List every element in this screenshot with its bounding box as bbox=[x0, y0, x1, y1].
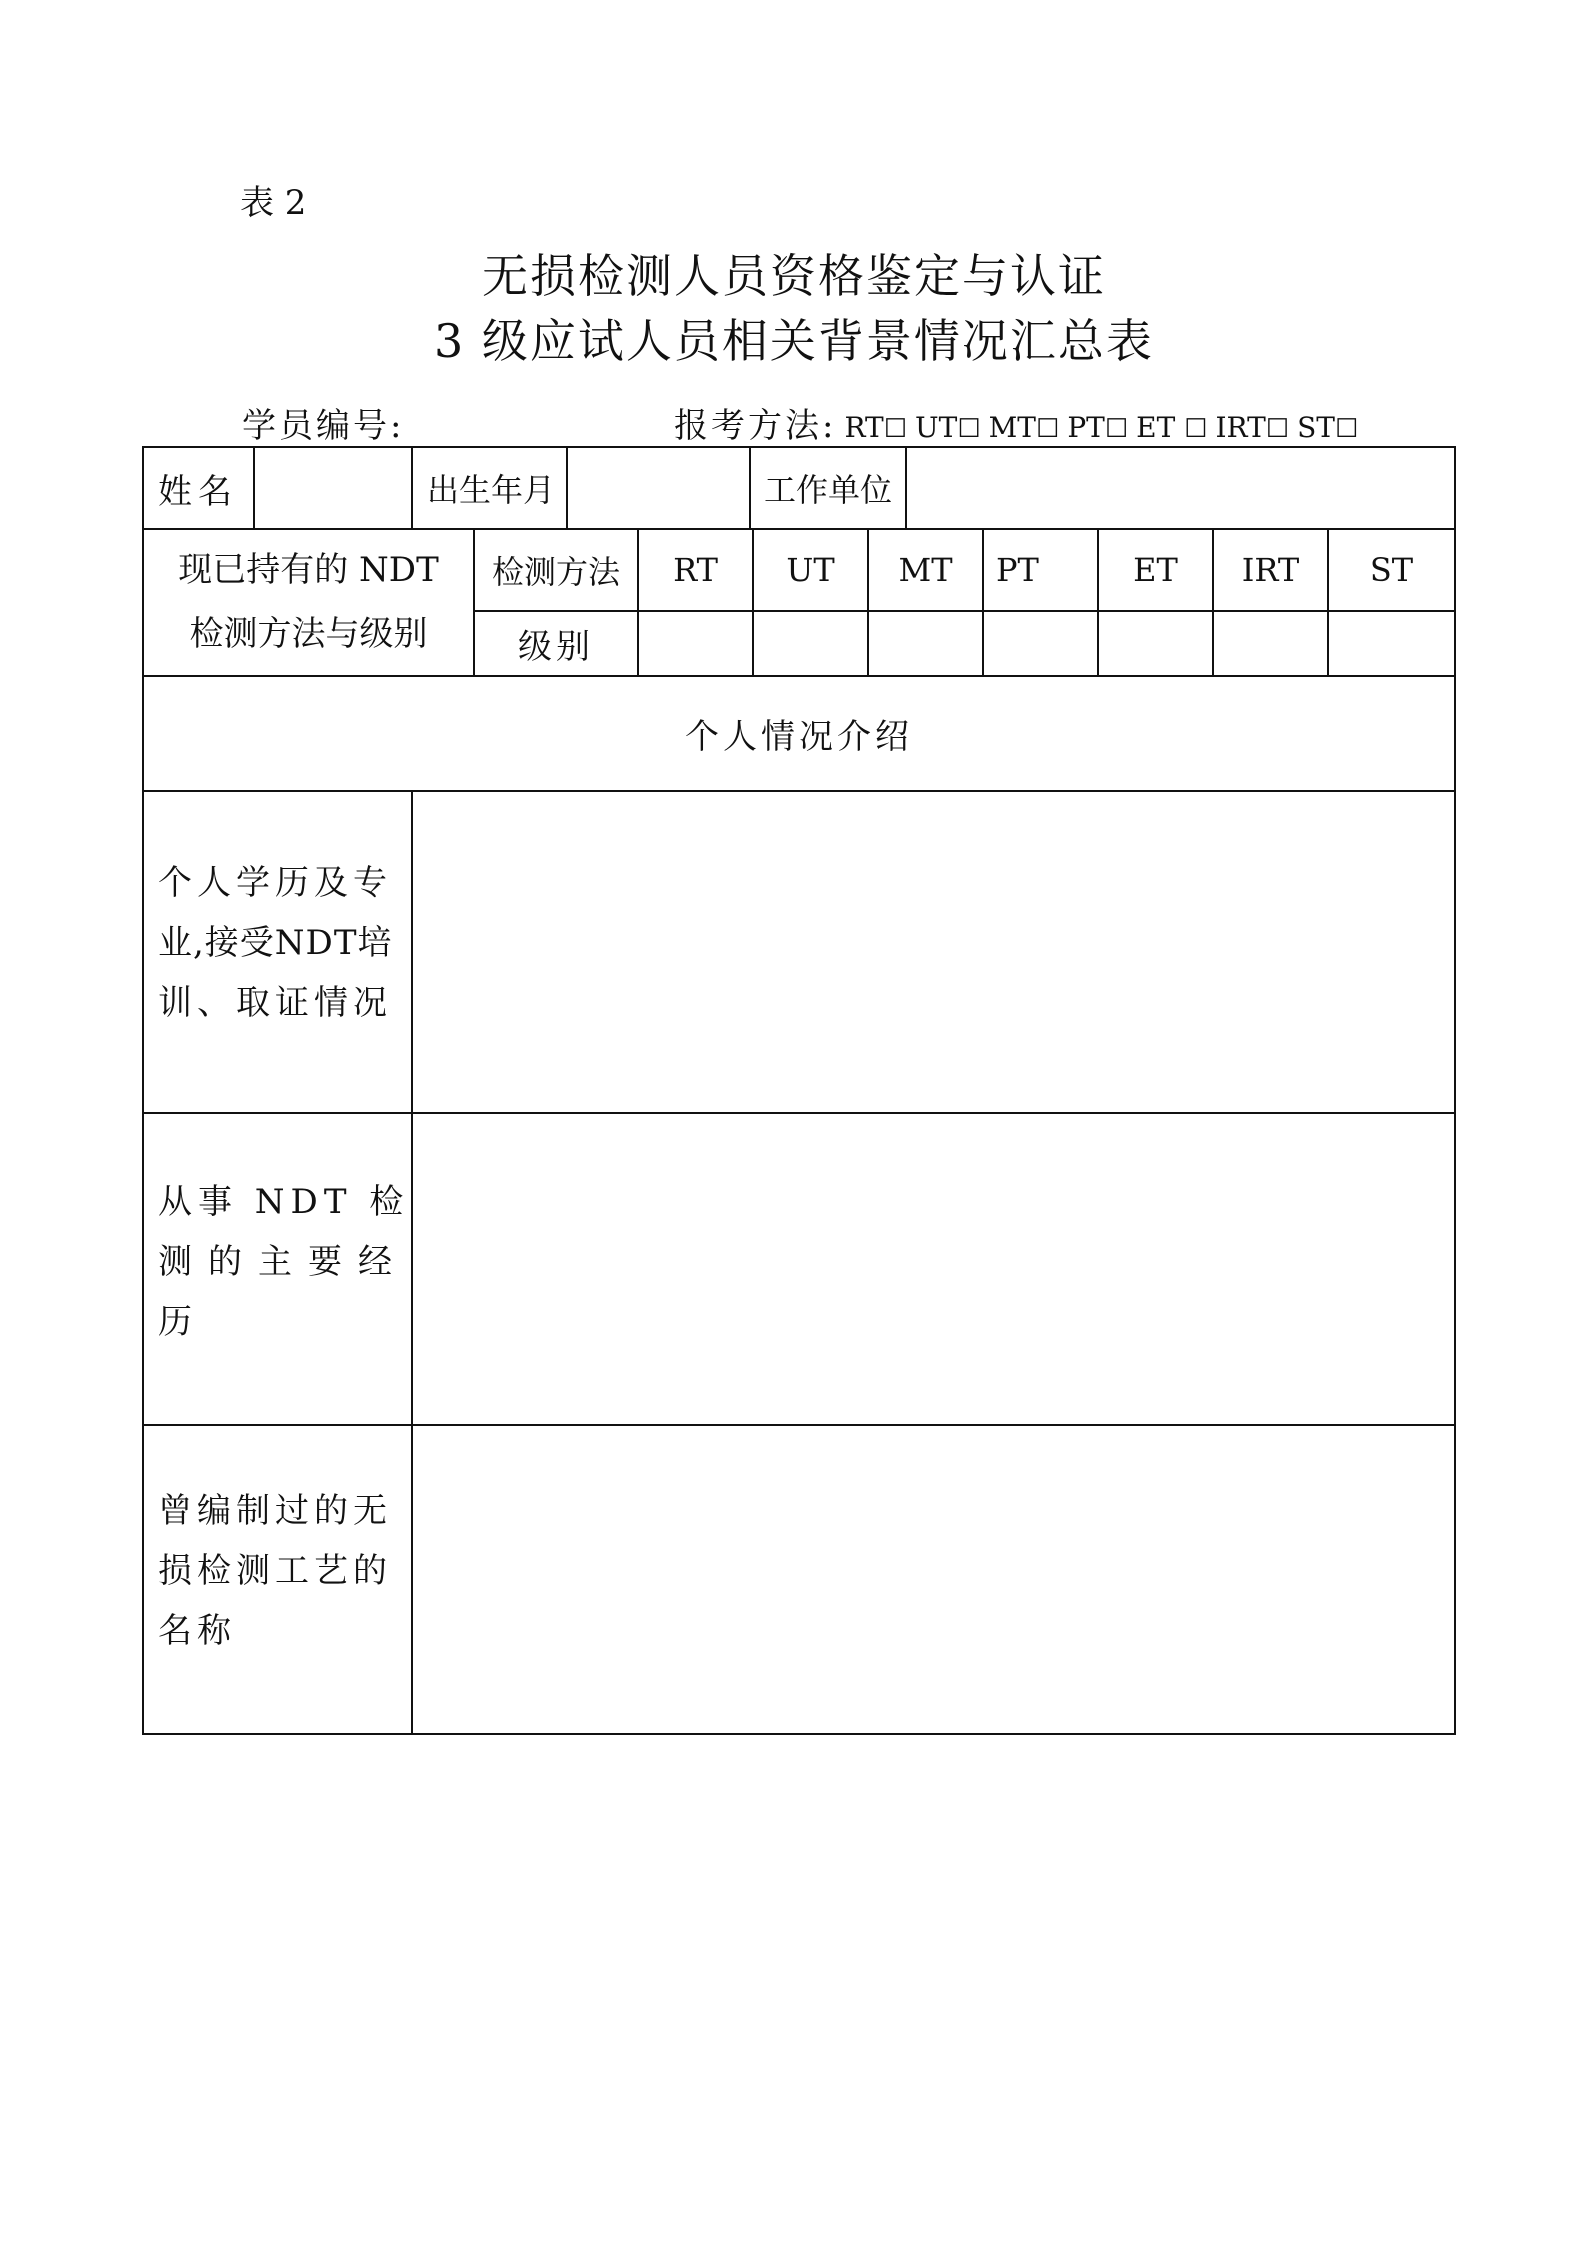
level-st-field[interactable] bbox=[1329, 612, 1454, 675]
level-header-label: 级别 bbox=[518, 627, 594, 667]
birth-date-field[interactable] bbox=[568, 448, 749, 528]
experience-label-line: 历 bbox=[158, 1302, 192, 1342]
experience-label bbox=[158, 1172, 408, 1352]
ndt-held-label bbox=[144, 538, 473, 666]
education-label-line: 个人学历及专 bbox=[158, 863, 392, 903]
exam-method-option[interactable] bbox=[1215, 411, 1289, 444]
exam-method-option[interactable] bbox=[915, 411, 981, 444]
checkbox-icon[interactable]: ☐ bbox=[957, 414, 981, 444]
employer-field[interactable] bbox=[907, 448, 1454, 528]
experience-field[interactable] bbox=[413, 1114, 1454, 1424]
exam-method-label: ET bbox=[1136, 411, 1185, 444]
section-title: 个人情况介绍 bbox=[685, 717, 913, 757]
exam-method-label: RT bbox=[844, 411, 884, 444]
method-pt: PT bbox=[996, 551, 1039, 589]
employer-label: 工作单位 bbox=[763, 471, 892, 509]
level-mt-field[interactable] bbox=[869, 612, 982, 675]
birth-date-label: 出生年月 bbox=[427, 471, 556, 509]
exam-method-label: IRT bbox=[1215, 411, 1266, 444]
page-subtitle: 3 级应试人员相关背景情况汇总表 bbox=[434, 314, 1154, 368]
method-irt: IRT bbox=[1241, 551, 1300, 589]
table-label: 表 2 bbox=[240, 183, 307, 223]
exam-methods-label: 报考方法: bbox=[674, 406, 837, 446]
exam-methods bbox=[674, 398, 1358, 447]
name-label: 姓名 bbox=[158, 471, 238, 512]
exam-method-option[interactable] bbox=[844, 411, 907, 444]
experience-label-line: 从事 NDT 检 bbox=[158, 1182, 410, 1222]
exam-method-option[interactable] bbox=[1067, 411, 1128, 444]
ndt-held-label-line: 现已持有的 NDT bbox=[178, 550, 439, 590]
procedures-label bbox=[158, 1481, 408, 1661]
checkbox-icon[interactable]: ☐ bbox=[1334, 414, 1359, 444]
checkbox-icon[interactable]: ☐ bbox=[1265, 414, 1290, 444]
method-mt: MT bbox=[898, 551, 953, 589]
table-line bbox=[1454, 446, 1456, 1735]
level-et-field[interactable] bbox=[1099, 612, 1212, 675]
exam-method-option[interactable] bbox=[989, 411, 1060, 444]
checkbox-icon[interactable]: ☐ bbox=[1184, 414, 1208, 444]
education-label-line: 训、取证情况 bbox=[158, 983, 392, 1023]
name-field[interactable] bbox=[255, 448, 411, 528]
checkbox-icon[interactable]: ☐ bbox=[1036, 414, 1060, 444]
method-et: ET bbox=[1133, 551, 1178, 589]
experience-label-line: 测的主要经 bbox=[158, 1242, 408, 1282]
procedures-label-line: 损检测工艺的 bbox=[158, 1551, 392, 1591]
method-header-label: 检测方法 bbox=[491, 553, 620, 591]
checkbox-icon[interactable]: ☐ bbox=[883, 414, 908, 444]
level-irt-field[interactable] bbox=[1214, 612, 1327, 675]
student-number-label: 学员编号: bbox=[242, 406, 405, 446]
exam-method-label: PT bbox=[1067, 411, 1105, 444]
procedures-field[interactable] bbox=[413, 1426, 1454, 1733]
education-field[interactable] bbox=[413, 792, 1454, 1112]
exam-method-option[interactable] bbox=[1297, 411, 1358, 444]
level-pt-field[interactable] bbox=[984, 612, 1097, 675]
exam-method-label: UT bbox=[915, 411, 958, 444]
method-rt: RT bbox=[673, 551, 718, 589]
procedures-label-line: 曾编制过的无 bbox=[158, 1491, 392, 1531]
ndt-held-label-line: 检测方法与级别 bbox=[189, 614, 428, 654]
method-st: ST bbox=[1369, 551, 1414, 589]
checkbox-icon[interactable]: ☐ bbox=[1104, 414, 1129, 444]
page-title: 无损检测人员资格鉴定与认证 bbox=[482, 249, 1106, 303]
education-label-line: 业,接受NDT培 bbox=[158, 923, 393, 963]
education-label bbox=[158, 853, 408, 1033]
level-ut-field[interactable] bbox=[754, 612, 867, 675]
method-ut: UT bbox=[786, 551, 835, 589]
exam-method-option[interactable] bbox=[1136, 411, 1207, 444]
exam-method-label: ST bbox=[1297, 411, 1335, 444]
procedures-label-line: 名称 bbox=[158, 1611, 236, 1651]
table-line bbox=[142, 1733, 1456, 1735]
exam-method-label: MT bbox=[988, 411, 1036, 444]
level-rt-field[interactable] bbox=[639, 612, 752, 675]
